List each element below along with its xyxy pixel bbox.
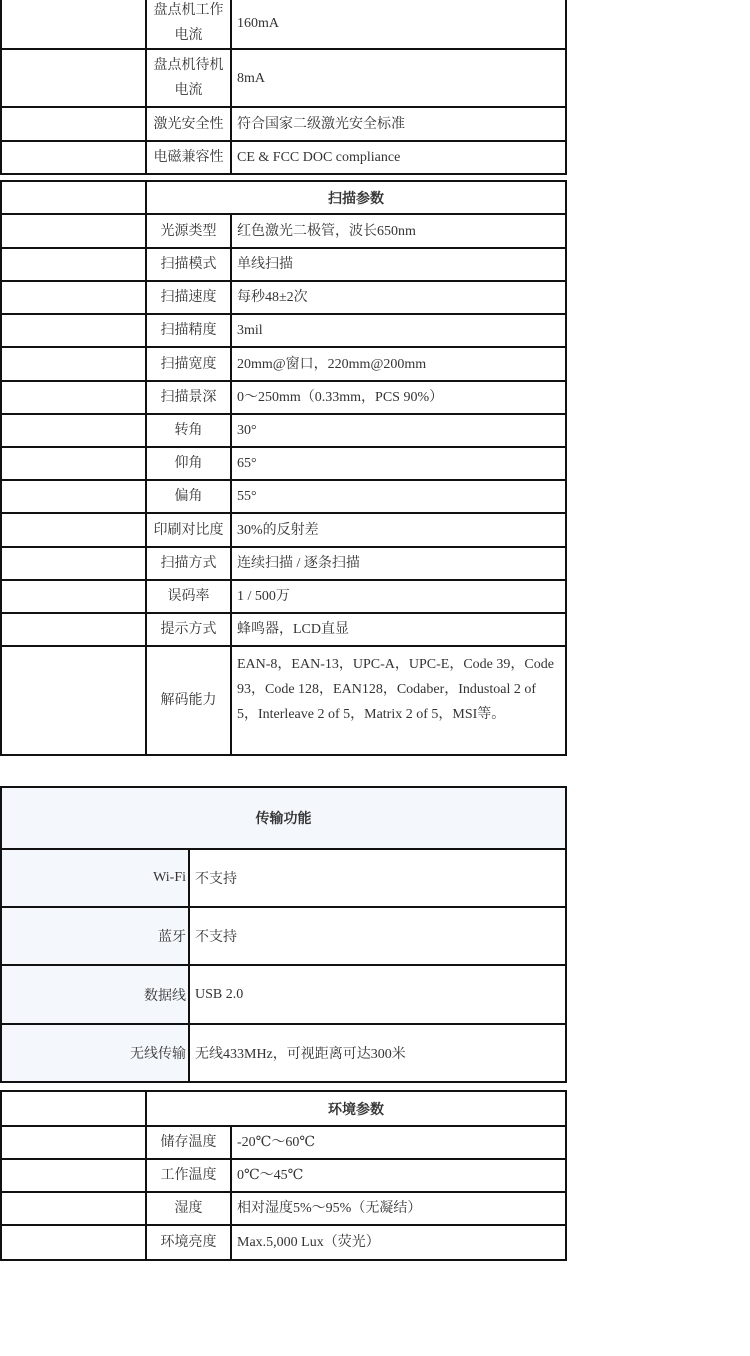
- spacer-cell: [0, 313, 147, 348]
- spec-label: 扫描景深: [145, 380, 232, 415]
- spec-row: [0, 645, 567, 756]
- spec-label: 环境亮度: [145, 1224, 232, 1261]
- spec-row: [0, 213, 567, 249]
- spec-value: 20mm@窗口，220mm@200mm: [230, 346, 567, 382]
- spec-label: 扫描方式: [145, 546, 232, 581]
- spec-row: [0, 612, 567, 647]
- spec-row: [0, 906, 567, 966]
- spec-value: 160mA: [230, 0, 567, 50]
- spec-row: [0, 413, 567, 448]
- spec-row: [0, 848, 567, 908]
- spacer-cell: [0, 0, 147, 50]
- section-header-row: [0, 1090, 567, 1127]
- spacer-cell: [0, 280, 147, 315]
- spacer-cell: [0, 180, 147, 215]
- spacer-cell: [0, 48, 147, 108]
- spec-label: 解码能力: [145, 645, 232, 756]
- spacer-cell: [0, 546, 147, 581]
- spec-label: 仰角: [145, 446, 232, 481]
- spec-row: [0, 964, 567, 1025]
- spec-value: 55°: [230, 479, 567, 514]
- spacer-cell: [0, 106, 147, 142]
- section-title: 扫描参数: [145, 180, 567, 215]
- spec-row: [0, 0, 567, 50]
- section-title: 环境参数: [145, 1090, 567, 1127]
- spec-value: EAN-8，EAN-13，UPC-A，UPC-E，Code 39，Code 93，Code 128，EAN128，Codaber，Industoal 2 of 5，Interleave 2 of 5，Matrix 2 of 5，MSI等。: [230, 645, 567, 756]
- spec-row: [0, 346, 567, 382]
- spec-label: 扫描宽度: [145, 346, 232, 382]
- spacer-cell: [0, 612, 147, 647]
- spec-row: [0, 48, 567, 108]
- spec-label: Wi-Fi: [0, 848, 190, 908]
- spec-value: USB 2.0: [188, 964, 567, 1025]
- spec-row: [0, 446, 567, 481]
- spec-row: [0, 1125, 567, 1160]
- spec-row: [0, 1023, 567, 1083]
- spacer-cell: [0, 1224, 147, 1261]
- spec-row: [0, 1191, 567, 1226]
- spec-label: 蓝牙: [0, 906, 190, 966]
- spec-value: CE & FCC DOC compliance: [230, 140, 567, 175]
- spec-label: 扫描精度: [145, 313, 232, 348]
- spec-value: 65°: [230, 446, 567, 481]
- spec-row: [0, 106, 567, 142]
- spec-value: 30°: [230, 413, 567, 448]
- spacer-cell: [0, 247, 147, 282]
- section-header-row: [0, 180, 567, 215]
- spec-value: 0～250mm（0.33mm，PCS 90%）: [230, 380, 567, 415]
- spec-value: 不支持: [188, 906, 567, 966]
- spec-row: [0, 479, 567, 514]
- spacer-cell: [0, 1191, 147, 1226]
- spec-label: 湿度: [145, 1191, 232, 1226]
- spec-label: 工作温度: [145, 1158, 232, 1193]
- spec-label: 储存温度: [145, 1125, 232, 1160]
- spec-value: 蜂鸣器，LCD直显: [230, 612, 567, 647]
- spacer-cell: [0, 1158, 147, 1193]
- spec-label: 盘点机待机电流: [145, 48, 232, 108]
- spec-value: 8mA: [230, 48, 567, 108]
- spacer-cell: [0, 512, 147, 548]
- spacer-cell: [0, 346, 147, 382]
- spec-value: 0℃～45℃: [230, 1158, 567, 1193]
- spec-value: Max.5,000 Lux（荧光）: [230, 1224, 567, 1261]
- spec-row: [0, 280, 567, 315]
- spec-row: [0, 247, 567, 282]
- spacer-cell: [0, 380, 147, 415]
- spec-value: 每秒48±2次: [230, 280, 567, 315]
- spec-row: [0, 313, 567, 348]
- spec-row: [0, 1224, 567, 1261]
- spec-value: 1 / 500万: [230, 579, 567, 614]
- spec-label: 转角: [145, 413, 232, 448]
- spec-label: 盘点机工作电流: [145, 0, 232, 50]
- section-title: 传输功能: [0, 786, 567, 850]
- section-header-row: [0, 786, 567, 850]
- spacer-cell: [0, 645, 147, 756]
- spec-value: 符合国家二级激光安全标准: [230, 106, 567, 142]
- spec-label: 电磁兼容性: [145, 140, 232, 175]
- spec-value: 3mil: [230, 313, 567, 348]
- spec-value: 红色激光二极管，波长650nm: [230, 213, 567, 249]
- spacer-cell: [0, 1090, 147, 1127]
- spec-value: 相对湿度5%～95%（无凝结）: [230, 1191, 567, 1226]
- spec-row: [0, 512, 567, 548]
- spec-value: 不支持: [188, 848, 567, 908]
- spec-label: 扫描速度: [145, 280, 232, 315]
- spec-value: 连续扫描 / 逐条扫描: [230, 546, 567, 581]
- spacer-cell: [0, 479, 147, 514]
- spacer-cell: [0, 213, 147, 249]
- spec-label: 光源类型: [145, 213, 232, 249]
- spec-value: 30%的反射差: [230, 512, 567, 548]
- spec-label: 误码率: [145, 579, 232, 614]
- spacer-cell: [0, 1125, 147, 1160]
- spec-row: [0, 546, 567, 581]
- spec-value: -20℃～60℃: [230, 1125, 567, 1160]
- spec-label: 提示方式: [145, 612, 232, 647]
- spec-value: 无线433MHz，可视距离可达300米: [188, 1023, 567, 1083]
- spacer-cell: [0, 413, 147, 448]
- spec-label: 无线传输: [0, 1023, 190, 1083]
- spacer-cell: [0, 579, 147, 614]
- spec-label: 激光安全性: [145, 106, 232, 142]
- spacer-cell: [0, 446, 147, 481]
- spec-label: 偏角: [145, 479, 232, 514]
- spec-row: [0, 380, 567, 415]
- spec-value: 单线扫描: [230, 247, 567, 282]
- spec-row: [0, 1158, 567, 1193]
- spec-row: [0, 140, 567, 175]
- spec-label: 印刷对比度: [145, 512, 232, 548]
- spec-label: 数据线: [0, 964, 190, 1025]
- spacer-cell: [0, 140, 147, 175]
- spec-row: [0, 579, 567, 614]
- spec-label: 扫描模式: [145, 247, 232, 282]
